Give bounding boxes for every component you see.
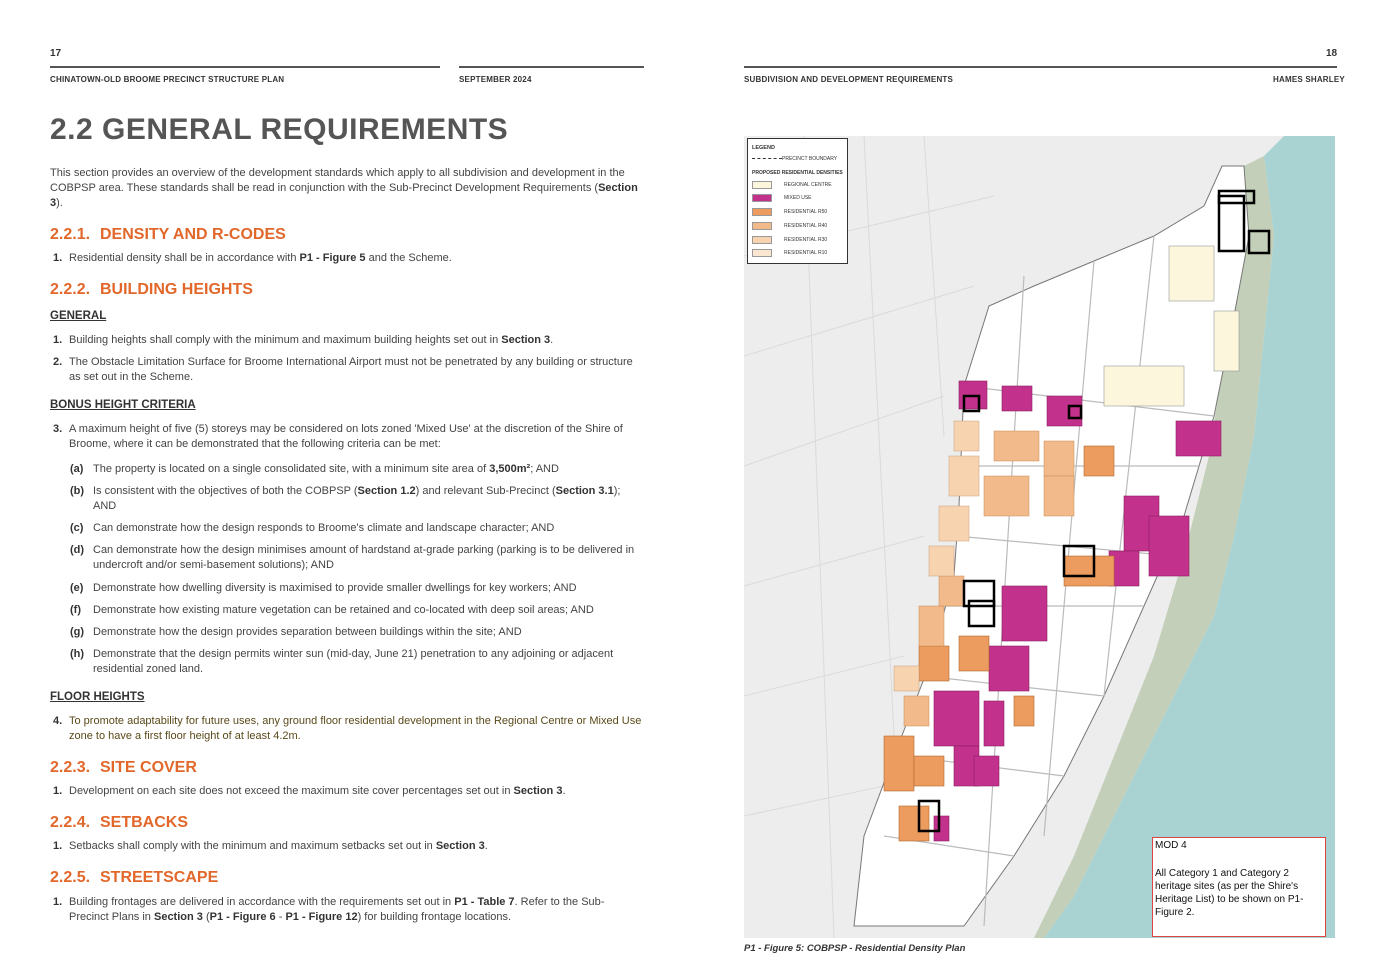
item-text: and the Scheme. — [365, 252, 452, 264]
sub-item — [70, 484, 645, 514]
legend-row — [752, 249, 827, 256]
sub-item-label: (h) — [70, 648, 85, 660]
item-text: ( — [202, 911, 210, 923]
sub-item-text: ) and relevant Sub-Precinct ( — [415, 485, 556, 497]
item-number: 3. — [53, 423, 63, 435]
sub-item — [70, 462, 645, 477]
section-heading-heights — [50, 281, 253, 299]
list-item — [53, 333, 643, 348]
subheading-general: GENERAL — [50, 310, 107, 322]
item-ref: P1 - Figure 5 — [299, 252, 366, 264]
item-ref: Section 3 — [501, 334, 551, 346]
item-text: . — [550, 334, 554, 346]
sub-item-label: (f) — [70, 604, 81, 616]
zone-regional-centre — [1214, 311, 1239, 371]
legend-label: RESIDENTIAL R40 — [784, 222, 828, 229]
section-title: DENSITY AND R-CODES — [100, 226, 286, 243]
item-ref: P1 - Figure 12 — [285, 911, 358, 923]
legend-swatch-icon — [752, 194, 772, 202]
sub-item — [70, 625, 645, 640]
intro-paragraph — [50, 166, 650, 211]
section-number: 2.2.5. — [50, 869, 91, 886]
page-number-right: 18 — [1326, 48, 1338, 59]
sub-item-text: Demonstrate how existing mature vegetation can be retained and co-located with deep soil areas; AND — [93, 604, 594, 616]
sub-item-text: The property is located on a single consolidated site, with a minimum site area of — [93, 463, 490, 475]
legend-row-boundary — [752, 155, 837, 162]
section-number: 2.2.1. — [50, 226, 91, 243]
item-ref: P1 - Table 7 — [454, 896, 515, 908]
legend-swatch-icon — [752, 249, 772, 257]
sub-item-text: Demonstrate how dwelling diversity is maximised to provide smaller dwellings for key workers; AND — [93, 582, 577, 594]
section-heading-streetscape — [50, 869, 218, 887]
intro-text: This section provides an overview of the development standards which apply to all subdivision and development in the COBPSP area. These standards shall be read in conjunction with the Sub-Precinct Development Requirements ( — [50, 167, 625, 194]
sub-item-text: ; AND — [530, 463, 559, 475]
section-heading-setbacks — [50, 814, 188, 832]
legend-label: RESIDENTIAL R50 — [784, 208, 828, 215]
item-text: . — [484, 840, 488, 852]
item-text: . — [562, 785, 566, 797]
item-text: . Refer to the Sub-Precinct Plans in — [69, 896, 605, 923]
mod-title: MOD 4 — [1155, 840, 1187, 851]
section-number: 2.2.3. — [50, 759, 91, 776]
item-ref: P1 - Figure 6 — [209, 911, 276, 923]
item-text: The Obstacle Limitation Surface for Broome International Airport must not be penetrated by any building or structure as set out in the Scheme. — [69, 356, 633, 383]
boundary-line-icon — [752, 158, 782, 159]
item-text: A maximum height of five (5) storeys may be considered on lots zoned 'Mixed Use' at the discretion of the Shire of Broome, where it can be demonstrated that the following criteria can be met: — [69, 423, 623, 450]
sub-item-label: (e) — [70, 582, 84, 594]
item-number: 1. — [53, 840, 63, 852]
item-text: - — [275, 911, 286, 923]
list-item — [53, 895, 643, 925]
sub-item-label: (b) — [70, 485, 85, 497]
sub-item-text: Can demonstrate how the design minimises amount of hardstand at-grade parking (parking is to be delivered in undercroft and/or semi-basement solutions); AND — [93, 544, 635, 571]
sub-item-text: ); AND — [93, 485, 621, 512]
sub-item-text: Demonstrate how the design provides separation between buildings within the site; AND — [93, 626, 522, 638]
item-text: Building heights shall comply with the minimum and maximum building heights set out in — [69, 334, 502, 346]
section-heading-density — [50, 226, 286, 244]
section-number: 2.2.2. — [50, 281, 91, 298]
list-item — [53, 251, 643, 266]
sub-item — [70, 647, 645, 677]
figure-caption: P1 - Figure 5: COBPSP - Residential Density Plan — [744, 943, 966, 954]
sub-item — [70, 543, 645, 573]
legend-swatch-icon — [752, 181, 772, 189]
page-title: 2.2 GENERAL REQUIREMENTS — [50, 113, 509, 146]
item-number: 2. — [53, 356, 63, 368]
legend-swatch-icon — [752, 208, 772, 216]
running-header-author: HAMES SHARLEY — [1273, 75, 1345, 84]
sub-item-label: (g) — [70, 626, 85, 638]
intro-ref: Section 3 — [50, 182, 638, 209]
item-ref: Section 3 — [435, 840, 485, 852]
legend-label: PRECINCT BOUNDARY — [782, 155, 838, 162]
sub-item-text: Is consistent with the objectives of both the COBPSP ( — [93, 485, 358, 497]
zone-regional-centre — [1169, 246, 1214, 301]
legend-label: MIXED USE — [784, 194, 812, 201]
item-number: 1. — [53, 896, 63, 908]
item-ref: Section 3 — [513, 785, 563, 797]
header-rule — [744, 66, 1337, 68]
sub-item-label: (c) — [70, 522, 84, 534]
item-text: Development on each site does not exceed the maximum site cover percentages set out in — [69, 785, 514, 797]
legend-row — [752, 222, 827, 229]
item-text: To promote adaptability for future uses, any ground floor residential development in the Regional Centre or Mixed Use zone to have a first floor height of at least 4.2m. — [69, 715, 642, 742]
section-title: SITE COVER — [100, 759, 197, 776]
section-title: BUILDING HEIGHTS — [100, 281, 253, 298]
legend-title: LEGEND — [752, 145, 775, 151]
running-header-date: SEPTEMBER 2024 — [459, 75, 532, 84]
running-header-section: SUBDIVISION AND DEVELOPMENT REQUIREMENTS — [744, 75, 954, 84]
list-item — [53, 839, 643, 854]
list-item — [53, 714, 643, 744]
legend-swatch-icon — [752, 222, 772, 230]
sub-item-text: Can demonstrate how the design responds to Broome's climate and landscape character; AND — [93, 522, 555, 534]
item-text: Building frontages are delivered in accordance with the requirements set out in — [69, 896, 455, 908]
legend-row — [752, 194, 812, 201]
item-number: 1. — [53, 334, 63, 346]
item-number: 1. — [53, 252, 63, 264]
map-legend — [747, 138, 848, 264]
section-title: SETBACKS — [100, 814, 189, 831]
sub-item-text: Demonstrate that the design permits winter sun (mid-day, June 21) penetration to any adjoining or adjacent residential zoned land. — [93, 648, 614, 675]
legend-swatch-icon — [752, 236, 772, 244]
section-heading-site-cover — [50, 759, 197, 777]
sub-item-ref: Section 1.2 — [357, 485, 416, 497]
legend-row — [752, 208, 827, 215]
intro-end: ). — [56, 197, 63, 209]
list-item — [53, 422, 643, 452]
sub-item — [70, 581, 645, 596]
page-number-left: 17 — [50, 48, 62, 59]
running-header-left: CHINATOWN-OLD BROOME PRECINCT STRUCTURE PLAN — [50, 75, 285, 84]
sub-item — [70, 521, 645, 536]
mod-note-box — [1152, 837, 1326, 937]
legend-row — [752, 181, 832, 188]
item-text: ) for building frontage locations. — [357, 911, 512, 923]
item-ref: Section 3 — [153, 911, 203, 923]
legend-row — [752, 236, 827, 243]
item-number: 1. — [53, 785, 63, 797]
mod-text: All Category 1 and Category 2 heritage sites (as per the Shire's Heritage List) to be shown on P1-Figure 2. — [1155, 868, 1304, 918]
section-number: 2.2.4. — [50, 814, 91, 831]
sub-item-label: (d) — [70, 544, 85, 556]
header-rule — [459, 66, 644, 68]
item-text: Residential density shall be in accordance with — [69, 252, 300, 264]
list-item — [53, 355, 643, 385]
zone-regional-centre — [1104, 366, 1184, 406]
legend-label: RESIDENTIAL R10 — [784, 249, 828, 256]
sub-item-ref: 3,500m² — [489, 463, 531, 475]
sub-item — [70, 603, 645, 618]
item-text: Setbacks shall comply with the minimum and maximum setbacks set out in — [69, 840, 436, 852]
legend-densities-title: PROPOSED RESIDENTIAL DENSITIES — [752, 169, 843, 176]
item-number: 4. — [53, 715, 63, 727]
header-rule — [50, 66, 440, 68]
subheading-bonus-height: BONUS HEIGHT CRITERIA — [50, 399, 196, 411]
list-item — [53, 784, 643, 799]
legend-label: REGIONAL CENTRE — [784, 181, 832, 188]
subheading-floor-heights: FLOOR HEIGHTS — [50, 691, 145, 703]
section-title: STREETSCAPE — [100, 869, 219, 886]
sub-item-label: (a) — [70, 463, 84, 475]
legend-label: RESIDENTIAL R30 — [784, 236, 828, 243]
sub-item-ref: Section 3.1 — [555, 485, 614, 497]
